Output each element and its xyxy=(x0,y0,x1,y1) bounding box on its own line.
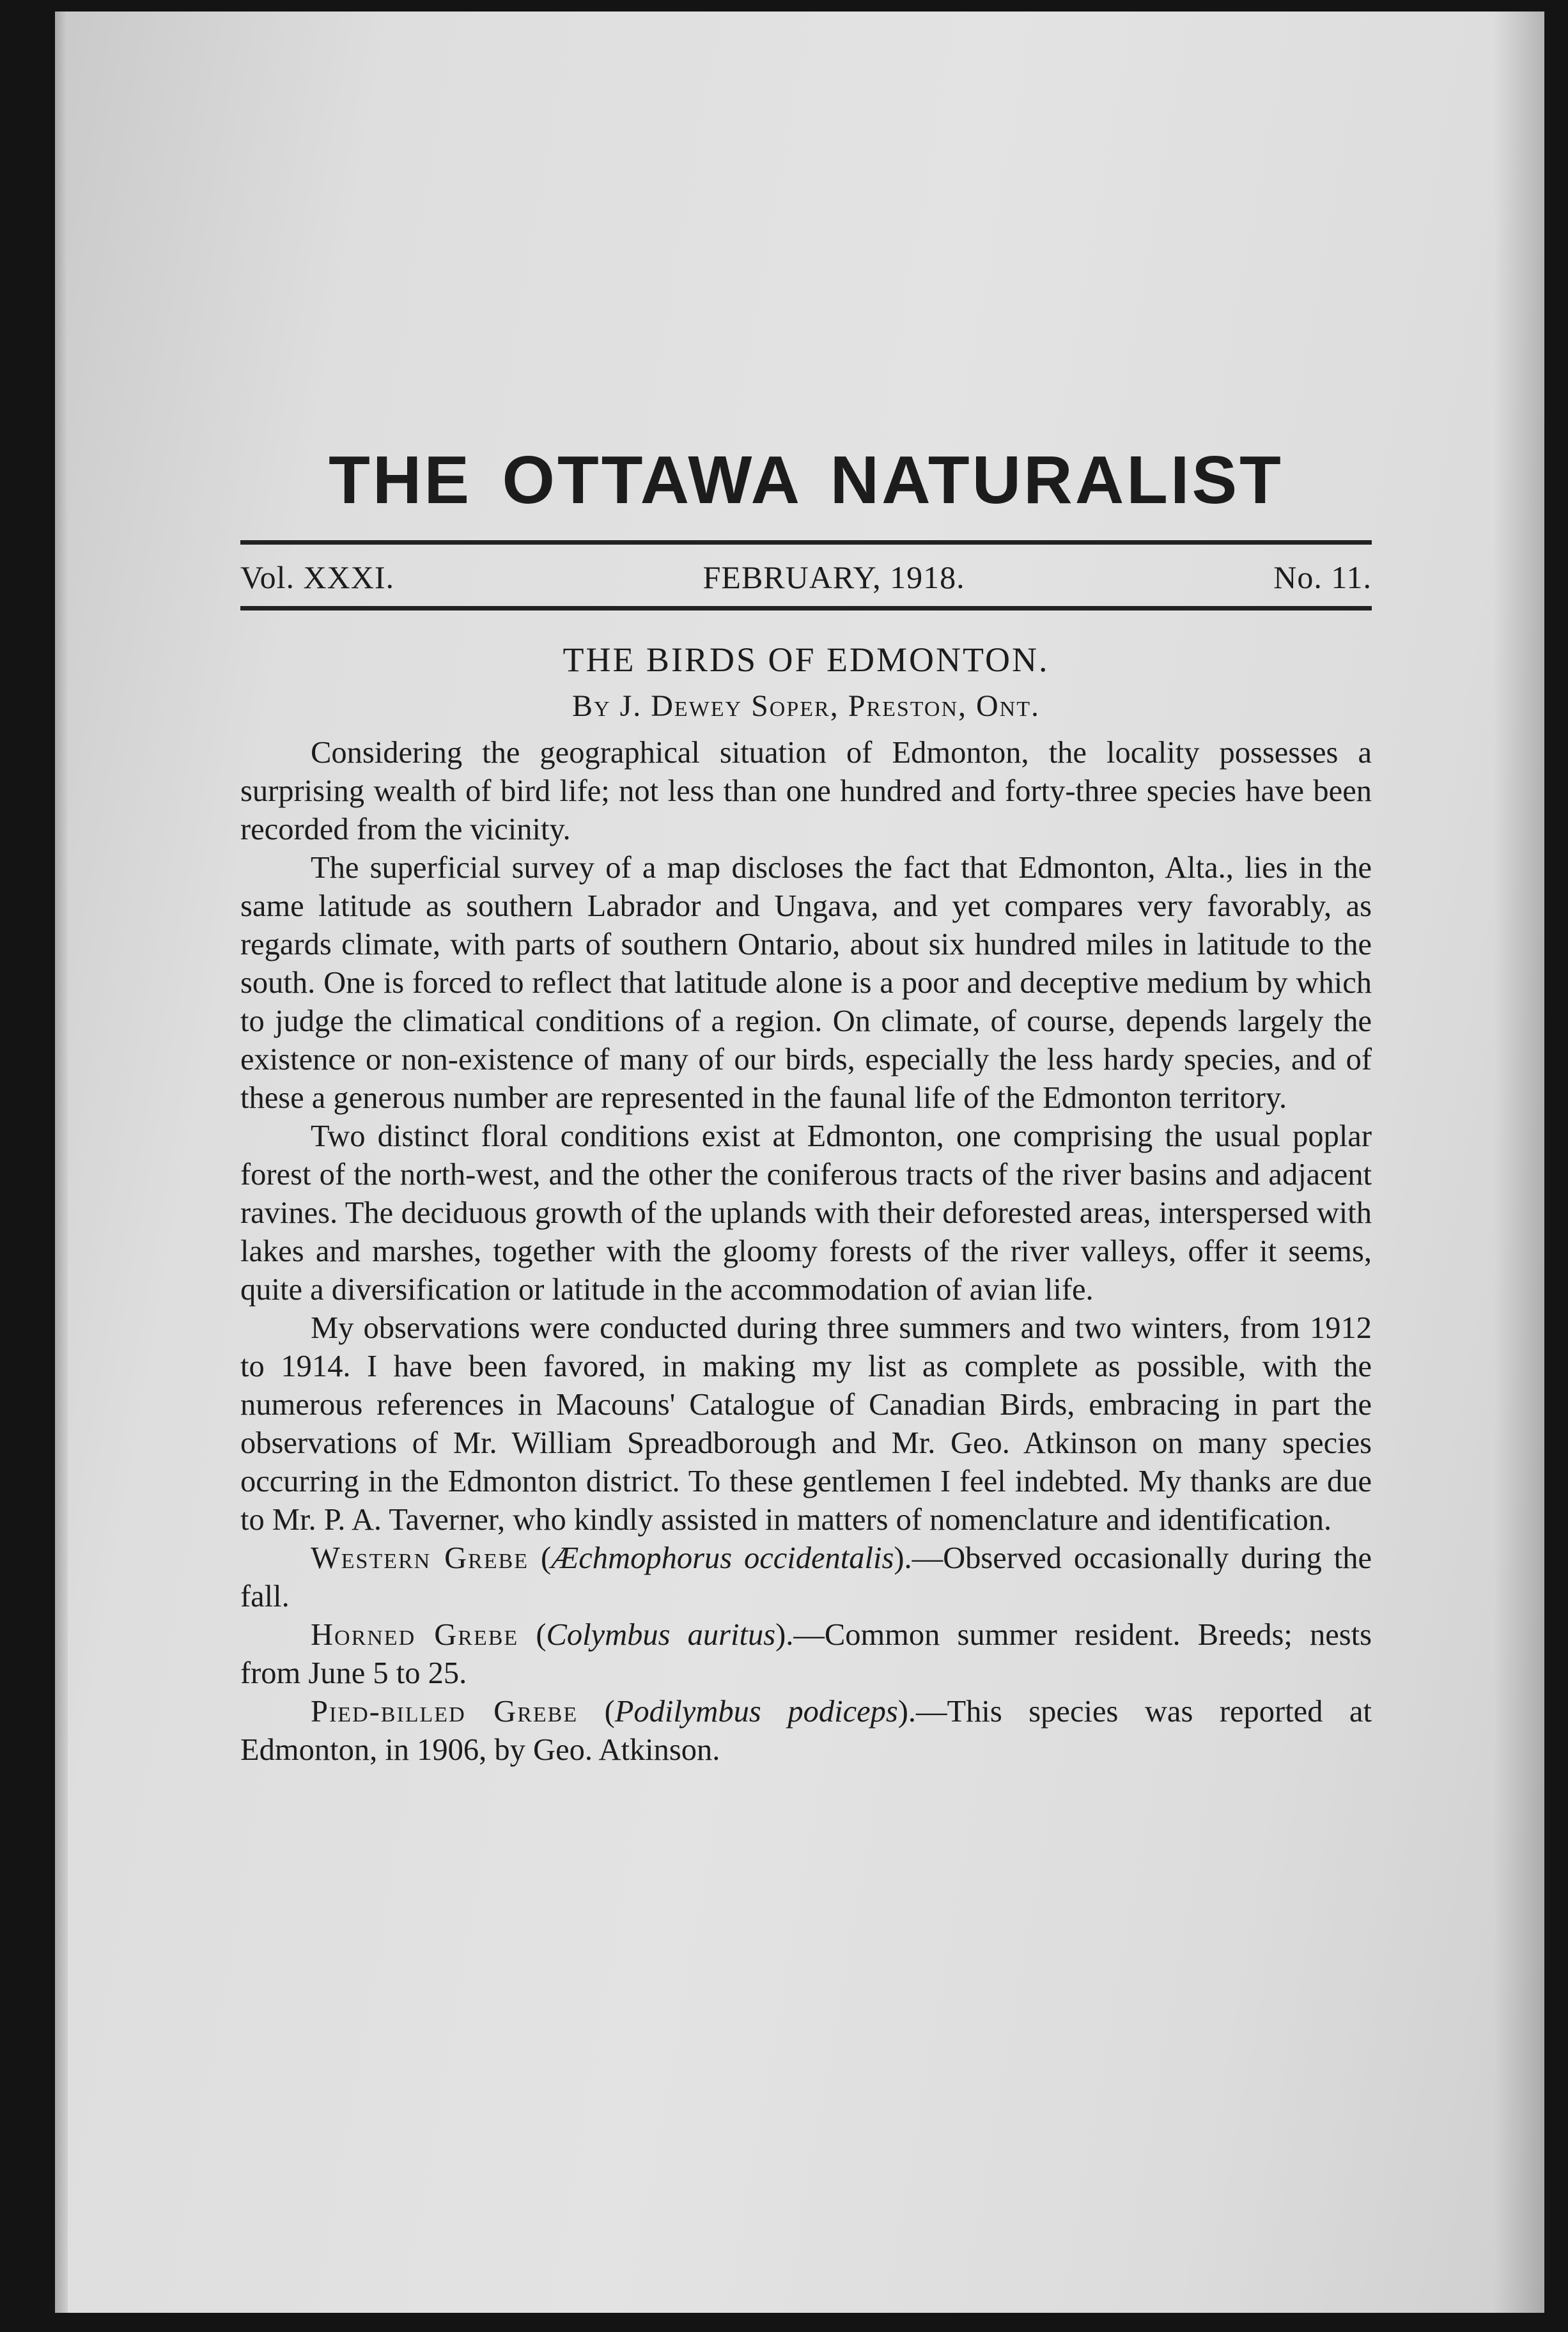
species-scientific-name: Colymbus auritus xyxy=(546,1618,776,1652)
page-shadow xyxy=(1493,12,1544,2313)
species-entry: Horned Grebe (Colymbus auritus).—Common summer resident. Breeds; nests from June 5 to 25. xyxy=(240,1618,1372,1691)
species-name: Western Grebe xyxy=(311,1541,529,1576)
species-note: Common summer resident. Breeds; nests from June 5 to 25. xyxy=(240,1618,1372,1691)
species-note: This species was reported at Edmonton, in 1906, by Geo. Atkinson. xyxy=(240,1695,1372,1768)
issue-line xyxy=(240,545,1372,606)
paragraph: Two distinct floral conditions exist at Edmonton, one comprising the usual poplar forest of the north-west, and the other the coniferous tracts of the river basins and adjacent ravines. The deciduous growth of the uplands with their deforested areas, interspersed with lakes and marshes, together with the gloomy forests of the river valleys, offer it seems, quite a diversification or latitude in the accommodation of avian life. xyxy=(240,1119,1372,1307)
byline: By J. Dewey Soper, Preston, Ont. xyxy=(572,689,1040,724)
paragraph: Considering the geographical situation of Edmonton, the locality possesses a surprising wealth of bird life; not less than one hundred and forty-three species have been recorded from the vicinity. xyxy=(240,736,1372,847)
article-title: THE BIRDS OF EDMONTON. xyxy=(563,641,1050,680)
header-rule-bottom xyxy=(240,606,1372,610)
species-name: Horned Grebe xyxy=(311,1618,519,1652)
volume: Vol. XXXI. xyxy=(240,559,395,596)
page-content xyxy=(240,440,1372,1769)
paragraph: The superficial survey of a map discloses the fact that Edmonton, Alta., lies in the same latitude as southern Labrador and Ungava, and yet compares very favorably, as regards climate, with parts of southern Ontario, about six hundred miles in latitude to the south. One is forced to reflect that latitude alone is a poor and deceptive medium by which to judge the climatical conditions of a region. On climate, of course, depends largely the existence or non-existence of many of our birds, especially the less hardy species, and of these a generous number are represented in the faunal life of the Edmonton territory. xyxy=(240,851,1372,1115)
species-scientific-name: Podilymbus podiceps xyxy=(614,1695,898,1729)
article-body xyxy=(240,734,1372,1769)
scanned-page xyxy=(55,12,1544,2313)
species-entry: Western Grebe (Æchmophorus occidentalis).—Observed occasionally during the fall. xyxy=(240,1541,1372,1614)
issue-number: No. 11. xyxy=(1273,559,1372,596)
species-name: Pied-billed Grebe xyxy=(311,1695,578,1729)
species-entry: Pied-billed Grebe (Podilymbus podiceps).—This species was reported at Edmonton, in 1906, by Geo. Atkinson. xyxy=(240,1695,1372,1768)
paragraph: My observations were conducted during three summers and two winters, from 1912 to 1914. I have been favored, in making my list as complete as possible, with the numerous references in Macouns' Catalogue of Canadian Birds, embracing in part the observations of Mr. William Spreadborough and Mr. Geo. Atkinson on many species occurring in the Edmonton district. To these gentlemen I feel indebted. My thanks are due to Mr. P. A. Taverner, who kindly assisted in matters of nomenclature and identification. xyxy=(240,1311,1372,1537)
species-scientific-name: Æchmophorus occidentalis xyxy=(551,1541,894,1576)
issue-date: FEBRUARY, 1918. xyxy=(702,559,965,596)
species-note: Observed occasionally during the fall. xyxy=(240,1541,1372,1614)
journal-title: THE OTTAWA NATURALIST xyxy=(329,442,1284,518)
page-edge xyxy=(55,12,68,2313)
header-rule-top xyxy=(240,540,1372,545)
